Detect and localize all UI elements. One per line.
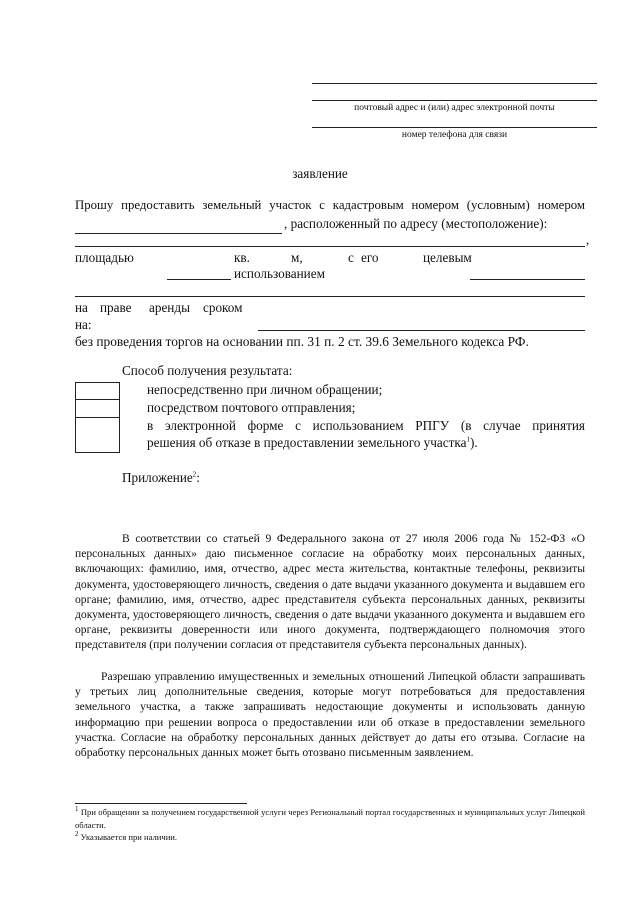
- footnote-1-text: При обращении за получением государственной услуги через Региональный портал государственных и муниципальных услуг Липецкой области.: [75, 807, 585, 830]
- appendix-colon: :: [196, 470, 200, 485]
- footnote-1-mark: 1: [75, 805, 79, 814]
- phone-line: [312, 127, 597, 128]
- rights-word-srok: сроком: [203, 300, 243, 315]
- area-field: [167, 279, 231, 280]
- usage-label: использованием: [234, 266, 325, 281]
- request-line-2: , расположенный по адресу (местоположение):: [284, 216, 548, 231]
- phone-caption: номер телефона для связи: [401, 130, 508, 140]
- area-label: площадью: [75, 250, 134, 265]
- area-word-target: целевым: [423, 250, 472, 265]
- footnote-2-text: Указывается при наличии.: [78, 832, 178, 842]
- area-word-with: с: [348, 250, 354, 265]
- area-word-m: м,: [291, 250, 303, 265]
- footnote-2-mark: 2: [75, 830, 79, 839]
- usage-field-2: [75, 296, 585, 297]
- area-word-its: его: [361, 250, 379, 265]
- location-comma: ,: [586, 232, 590, 247]
- location-field: [75, 246, 585, 247]
- checkbox-in-person[interactable]: [75, 382, 120, 400]
- method-option-electronic: в электронной форме с использованием РПГУ (в случае принятия: [147, 418, 585, 433]
- appendix-text: Приложение: [122, 470, 193, 485]
- method-option-electronic-text: решения об отказе в предоставлении земельного участка: [147, 435, 467, 450]
- cadastral-number-field: [75, 233, 282, 234]
- document-title: заявление: [292, 166, 348, 181]
- rights-tail: на:: [75, 317, 92, 332]
- checkbox-electronic[interactable]: [75, 417, 120, 453]
- footnote-ref-1: 1: [466, 435, 470, 444]
- area-word-sqm: кв.: [234, 250, 250, 265]
- method-option-electronic-tail: ).: [469, 435, 478, 450]
- request-line-1: Прошу предоставить земельный участок с кадастровым номером (условным) номером: [75, 198, 585, 212]
- rights-word-na: на: [75, 300, 88, 315]
- method-title: Способ получения результата:: [122, 363, 293, 378]
- address-line-1: [312, 83, 597, 84]
- appendix-label: [122, 470, 200, 486]
- footnote-separator: [75, 803, 247, 804]
- consent-paragraph-1: В соответствии со статьей 9 Федерального закона от 27 июля 2006 года № 152-ФЗ «О персональных данных» даю письменное согласие на обработку моих персональных данных, включающих: фамилию, имя, отчество, адрес места жительства, контактные телефоны, реквизиты документа, удостоверяющего личность, сведения о дате выдачи указанного документа и выдавшем его органе; фамилию, имя, отчество, адрес представителя субъекта персональных данных, реквизиты документа, удостоверяющего личность, сведения о дате выдачи указанного документа и выдавшем его органе, реквизиты доверенности или иного документа, подтверждающего полномочия этого представителя (при получении согласия от представителя субъекта персональных данных).: [75, 532, 585, 652]
- method-option-by-post: посредством почтового отправления;: [147, 400, 356, 415]
- term-field: [258, 330, 585, 331]
- footnote-ref-2: 2: [192, 470, 197, 479]
- consent-paragraph-2: Разрешаю управлению имущественных и земельных отношений Липецкой области запрашивать у третьих лиц дополнительные сведения, которые могут потребоваться для предоставления земельного участка, а также запрашивать недостающие документы и использовать данную информацию при решении вопроса о предоставлении или об отказе в предоставлении земельного участка. Согласие на обработку персональных данных действует до даты его отзыва. Согласие на обработку персональных данных может быть отозвано письменным заявлением.: [75, 670, 585, 760]
- method-option-electronic-line2: [147, 435, 478, 451]
- rights-word-pravo: праве: [100, 300, 132, 315]
- basis-text: без проведения торгов на основании пп. 31 п. 2 ст. 39.6 Земельного кодекса РФ.: [75, 334, 529, 349]
- usage-field: [470, 279, 585, 280]
- method-option-in-person: непосредственно при личном обращении;: [147, 382, 383, 397]
- address-line-2: [312, 100, 597, 101]
- footnote-2: [75, 831, 585, 844]
- footnote-1: [75, 806, 585, 831]
- checkbox-by-post[interactable]: [75, 399, 120, 418]
- address-caption: почтовый адрес и (или) адрес электронной почты: [354, 103, 555, 113]
- rights-word-arenda: аренды: [149, 300, 190, 315]
